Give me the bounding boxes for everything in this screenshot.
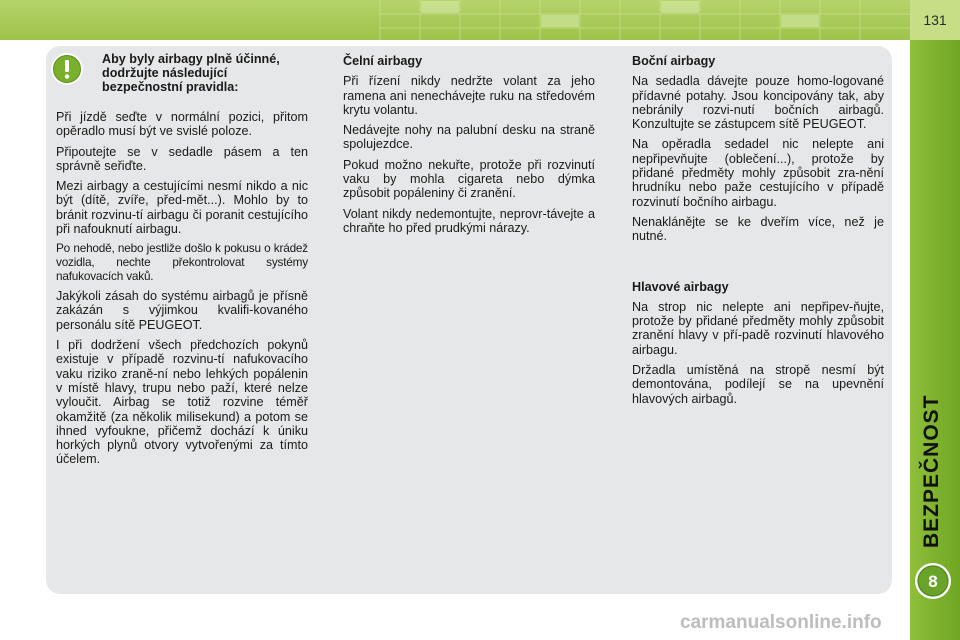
warning-paragraph: Mezi airbagy a cestujícími nesmí nikdo a nic být (dítě, zvíře, před-mět...). Mohlo by to bránit rozvinu-tí airbagu či poranit cestujícího při nafouknutí airbagu. [56, 179, 308, 237]
front-airbags-column [343, 54, 595, 241]
side-airbags-heading: Boční airbagy [632, 54, 716, 68]
front-airbags-paragraph: Nedávejte nohy na palubní desku na straně spolujezdce. [343, 123, 595, 152]
warning-paragraph: Po nehodě, nebo jestliže došlo k pokusu o krádež vozidla, nechte překontrolovat systémy nafukovacích vaků. [56, 241, 308, 283]
head-airbags-paragraph: Na strop nic nelepte ani nepřipev-ňujte, protože by přidané předměty mohly způsobit zranění hlavy v pří-padě rozvinutí hlavového airbagu. [632, 299, 884, 357]
front-airbags-paragraph: Při řízení nikdy nedržte volant za jeho ramena ani nenechávejte ruku na středovém krytu volantu. [343, 74, 595, 117]
header-grid-decoration [0, 0, 910, 40]
side-head-airbags-column [632, 54, 884, 412]
warning-title: Aby byly airbagy plně účinné, dodržujte následující bezpečnostní pravidla: [102, 52, 280, 94]
spacer [632, 250, 884, 280]
warning-column [56, 110, 308, 473]
front-airbags-paragraph: Volant nikdy nedemontujte, neprovr-távejte a chraňte ho před prudkými nárazy. [343, 206, 595, 235]
warning-paragraph: I při dodržení všech předchozích pokynů existuje v případě rozvinu-tí nafukovacího vaku riziko zraně-ní nebo lehkých popálenin v místě hlavy, trupu nebo paží, které nelze vyloučit. Airbag se totiž rozvine téměř okamžitě (za několik milisekund) a potom se ihned vyfoukne, přičemž dochází k úniku horkých plynů otvory vytvořenými za tímto účelem. [56, 338, 308, 467]
side-airbags-paragraph: Na sedadla dávejte pouze homo-logované přídavné potahy. Jsou koncipovány tak, aby nebránily rozvi-nutí bočních airbagů. Konzultujte se zástupcem sítě PEUGEOT. [632, 74, 884, 132]
page-number: 131 [910, 0, 960, 40]
exclamation-warning-icon [50, 52, 84, 86]
head-airbags-heading: Hlavové airbagy [632, 279, 729, 294]
watermark: carmanualsonline.info [680, 612, 882, 633]
header-band [0, 0, 910, 40]
side-airbags-paragraph: Na opěradla sedadel nic nelepte ani nepřipevňujte (oblečení...), protože by přidané předměty mohly způsobit zra-nění hrudníku nebo paže cestujícího v případě rozvinutí bočního airbagu. [632, 137, 884, 209]
section-label: BEZPEČNOST [920, 394, 943, 548]
chapter-badge [914, 562, 952, 600]
warning-paragraph: Jakýkoli zásah do systému airbagů je přísně zakázán s výjimkou kvalifi-kovaného personálu sítě PEUGEOT. [56, 289, 308, 332]
head-airbags-paragraph: Držadla umístěná na stropě nesmí být demontována, podílejí se na upevnění hlavových airbagů. [632, 363, 884, 406]
warning-paragraph: Při jízdě seďte v normální pozici, přitom opěradlo musí být ve svislé poloze. [56, 110, 308, 139]
warning-paragraph: Připoutejte se v sedadle pásem a ten správně seřiďte. [56, 144, 308, 173]
chapter-number: 8 [928, 572, 938, 591]
side-band [910, 40, 960, 640]
side-airbags-paragraph: Nenaklánějte se ke dveřím více, než je nutné. [632, 214, 884, 244]
front-airbags-paragraph: Pokud možno nekuřte, protože při rozvinutí vaku by mohla cigareta nebo dýmka způsobit popáleniny či zranění. [343, 157, 595, 201]
front-airbags-heading: Čelní airbagy [343, 54, 423, 68]
